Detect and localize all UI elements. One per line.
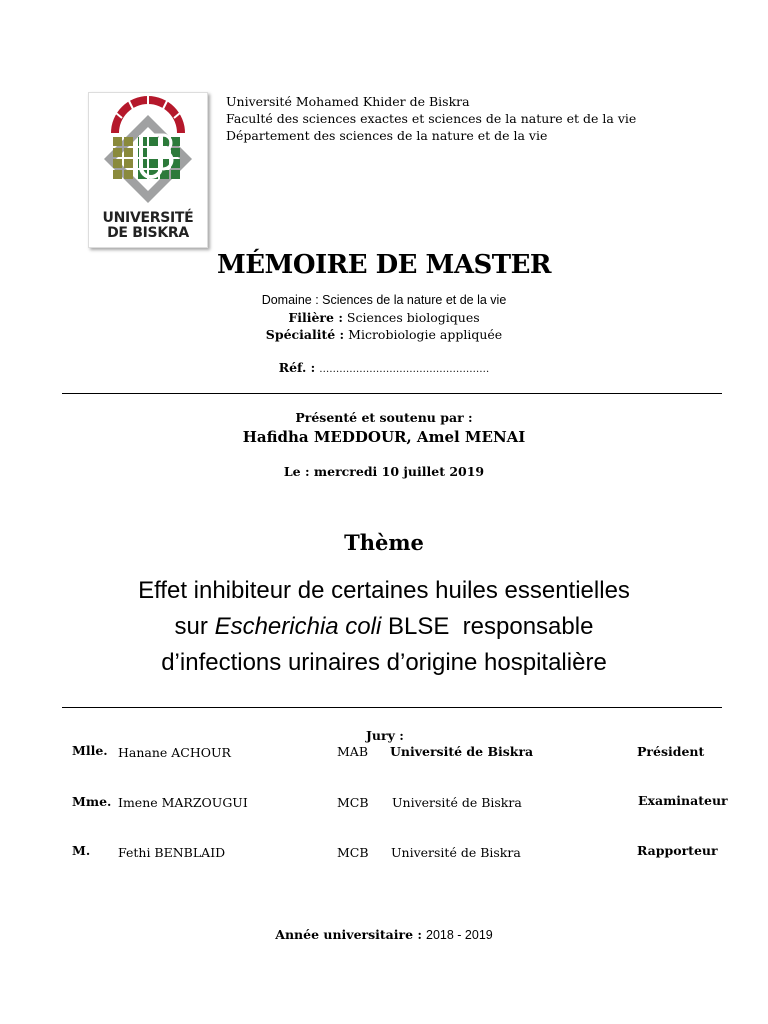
divider-top — [62, 393, 722, 394]
academic-year-label: Année universitaire : — [275, 927, 423, 942]
logo-text-line1: UNIVERSITÉ — [102, 210, 194, 226]
jury-title: Mme. — [72, 794, 112, 809]
theme-line-3: d’infections urinaires d’origine hospitalière — [161, 649, 607, 676]
authors: Hafidha MEDDOUR, Amel MENAI — [242, 428, 526, 446]
university-name: Université Mohamed Khider de Biskra — [226, 94, 470, 109]
ref-label: Réf. : — [278, 360, 316, 375]
ref-dots: …………………………………………… — [319, 364, 490, 375]
theme-line-1: Effet inhibiteur de certaines huiles essentielles — [138, 577, 630, 604]
logo-text-line2: DE BISKRA — [107, 225, 189, 241]
theme-line-2 — [0, 609, 768, 644]
presented-by-label: Présenté et soutenu par : — [295, 410, 473, 425]
filiere-value: Sciences biologiques — [346, 310, 480, 325]
domaine-line: Domaine : Sciences de la nature et de la vie — [261, 293, 507, 307]
jury-institution: Université de Biskra — [392, 795, 522, 810]
theme-label: Thème — [344, 530, 424, 555]
faculty-name: Faculté des sciences exactes et sciences de la nature et de la vie — [226, 111, 637, 126]
jury-role: Examinateur — [638, 793, 728, 808]
jury-name: Hanane ACHOUR — [118, 745, 231, 760]
theme-line-2-post: BLSE responsable — [381, 613, 594, 640]
jury-role: Rapporteur — [637, 843, 718, 858]
jury-grade: MCB — [337, 795, 369, 810]
jury-grade: MAB — [337, 744, 369, 759]
theme-line-2-pre: sur — [174, 613, 215, 640]
jury-institution: Université de Biskra — [390, 744, 534, 759]
filiere-line — [0, 310, 768, 325]
university-logo — [88, 92, 208, 248]
jury-name: Imene MARZOUGUI — [118, 795, 248, 810]
ref-line — [0, 360, 768, 375]
specialite-label: Spécialité : — [265, 327, 345, 342]
theme-species-name: Escherichia coli — [214, 613, 382, 640]
jury-title: M. — [72, 843, 91, 858]
jury-role: Président — [637, 744, 705, 759]
jury-label: Jury : — [366, 728, 404, 743]
jury-name: Fethi BENBLAID — [118, 845, 226, 860]
jury-title: Mlle. — [72, 743, 108, 758]
filiere-label: Filière : — [288, 310, 343, 325]
specialite-value: Microbiologie appliquée — [348, 327, 503, 342]
jury-institution: Université de Biskra — [391, 845, 521, 860]
university-emblem-icon — [89, 93, 207, 205]
defense-date: Le : mercredi 10 juillet 2019 — [283, 464, 485, 479]
academic-year — [0, 927, 768, 942]
specialite-line — [0, 327, 768, 342]
academic-year-value: 2018 - 2019 — [426, 928, 493, 942]
jury-grade: MCB — [337, 845, 369, 860]
divider-bottom — [62, 707, 722, 708]
document-title: MÉMOIRE DE MASTER — [216, 250, 552, 280]
department-name: Département des sciences de la nature et de la vie — [226, 128, 548, 143]
